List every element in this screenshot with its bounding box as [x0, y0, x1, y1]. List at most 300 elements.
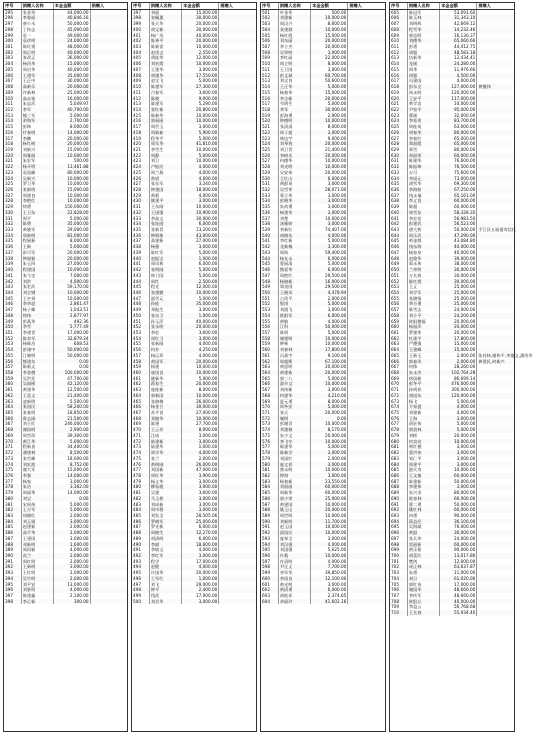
principal-amount: 48,660.00 — [440, 593, 477, 599]
row-number: 496 — [132, 576, 149, 582]
principal-amount: 10,000.00 — [311, 27, 348, 33]
principal-amount: 24,200.00 — [440, 313, 477, 319]
row-number: 559 — [261, 341, 278, 347]
row-number: 591 — [261, 524, 278, 530]
row-number: 316 — [4, 130, 21, 136]
principal-amount: 5,000.00 — [53, 216, 90, 222]
principal-amount: 27,700.00 — [182, 421, 219, 427]
donor-name: 张东军 — [149, 181, 181, 187]
principal-amount: 12,270.00 — [182, 530, 219, 536]
row-number: 371 — [4, 444, 21, 450]
donor-name: 尹家平 — [407, 107, 439, 113]
principal-amount: 35,000.00 — [53, 73, 90, 79]
donor-name: 罗晓军 — [149, 519, 181, 525]
donor-name: 胡桂华 — [149, 55, 181, 61]
principal-amount: 3,000.00 — [182, 439, 219, 445]
donor-name: 刘小平 — [407, 313, 439, 319]
principal-amount: 20,000.00 — [311, 370, 348, 376]
donor-name: 李建伟 — [407, 484, 439, 490]
principal-amount: 12,000.00 — [440, 559, 477, 565]
row-number: 569 — [261, 399, 278, 405]
principal-amount: 29,000.00 — [53, 227, 90, 233]
donor-name: 龙刚 — [407, 61, 439, 67]
donor-name: 陈玉林 — [407, 15, 439, 21]
row-number: 649 — [390, 261, 407, 267]
principal-amount: 95,000.00 — [440, 107, 477, 113]
principal-amount: 30,000.00 — [440, 530, 477, 536]
row-number: 609 — [390, 33, 407, 39]
donor-name: 李金德 — [21, 370, 53, 376]
principal-amount: 5,000.00 — [53, 507, 90, 513]
row-number: 354 — [4, 347, 21, 353]
donor-name: 李高文 — [149, 216, 181, 222]
donor-name: 张国民 — [21, 404, 53, 410]
row-number: 550 — [261, 290, 278, 296]
donor-name: 王云芳 — [149, 427, 181, 433]
principal-amount: 4,000.00 — [53, 587, 90, 593]
donor-name: 邵雪元 — [149, 296, 181, 302]
row-number: 564 — [261, 370, 278, 376]
principal-amount: 10,000.00 — [311, 336, 348, 342]
donor-name: 孙明祥 — [407, 387, 439, 393]
row-number: 402 — [132, 38, 149, 44]
donor-name: 刘王红 — [21, 421, 53, 427]
donor-name: 李斌 — [149, 542, 181, 548]
donor-name: 刘全良 — [278, 78, 310, 84]
row-number: 414 — [132, 107, 149, 113]
principal-amount: 63,637.87 — [440, 564, 477, 570]
row-number: 462 — [132, 381, 149, 387]
donor-note: 黄继伟 — [477, 84, 514, 90]
row-number: 549 — [261, 284, 278, 290]
donor-name: 彭晓华 — [278, 198, 310, 204]
row-number: 637 — [390, 193, 407, 199]
donor-name: 朱宏军 — [21, 158, 53, 164]
donor-name: 周红卫 — [149, 336, 181, 342]
donor-name: 何芳 — [149, 347, 181, 353]
principal-amount: 10,000.00 — [440, 101, 477, 107]
principal-amount: 5,000.00 — [53, 439, 90, 445]
donor-name: 刘卫青 — [278, 147, 310, 153]
principal-amount: 120,000.00 — [440, 393, 477, 399]
donor-name: 许燕 — [278, 553, 310, 559]
row-number: 527 — [261, 158, 278, 164]
principal-amount: 1,000.00 — [182, 256, 219, 262]
principal-amount: 39,850.00 — [311, 570, 348, 576]
donor-name: 杨金合 — [149, 404, 181, 410]
donor-name: 陆建华 — [149, 444, 181, 450]
donor-name: 许清明 — [278, 559, 310, 565]
row-number: 364 — [4, 404, 21, 410]
donor-name: 刘飞 — [149, 582, 181, 588]
row-number: 441 — [132, 261, 149, 267]
donor-name: 钟海 — [278, 473, 310, 479]
donor-name: 周红 — [149, 279, 181, 285]
row-number: 511 — [261, 67, 278, 73]
donor-name: 邱国民 — [278, 530, 310, 536]
row-number: 555 — [261, 319, 278, 325]
row-number: 482 — [132, 496, 149, 502]
row-number: 323 — [4, 170, 21, 176]
donor-name: 周子超 — [278, 130, 310, 136]
donor-name: 万长春 — [407, 273, 439, 279]
principal-amount: 8,000.00 — [182, 387, 219, 393]
donor-name: 黄红德 — [407, 444, 439, 450]
donor-name: 吕春军 — [149, 90, 181, 96]
donor-name: 王长春 — [407, 610, 439, 616]
row-number: 490 — [132, 542, 149, 548]
row-number: 387 — [4, 536, 21, 542]
principal-amount: 3,000.00 — [182, 90, 219, 96]
row-number: 613 — [390, 55, 407, 61]
row-number: 537 — [261, 216, 278, 222]
row-number: 397 — [132, 9, 149, 15]
donor-name: 赵振宝 — [149, 256, 181, 262]
row-number: 474 — [132, 450, 149, 456]
principal-amount: 40,000.00 — [53, 50, 90, 56]
donor-note — [90, 599, 127, 605]
row-number: 530 — [261, 176, 278, 182]
principal-amount: 3,000.00 — [53, 519, 90, 525]
principal-amount: 2,877.97 — [53, 313, 90, 319]
row-number: 488 — [132, 530, 149, 536]
row-number: 513 — [261, 78, 278, 84]
row-number: 573 — [261, 421, 278, 427]
donor-name: 杨红霞 — [278, 33, 310, 39]
principal-amount: 3,000.00 — [53, 536, 90, 542]
principal-amount: 9,000.00 — [182, 96, 219, 102]
row-number: 643 — [390, 227, 407, 233]
donor-name: 朱永杰 — [407, 370, 439, 376]
principal-amount: 5,000.00 — [182, 153, 219, 159]
principal-amount: 38,000.00 — [440, 261, 477, 267]
donor-name: 黄道 — [149, 176, 181, 182]
donor-name: 赵玉国 — [278, 524, 310, 530]
row-number: 540 — [261, 233, 278, 239]
donor-name: 姚玉山 — [278, 507, 310, 513]
principal-amount: 10,000.00 — [182, 158, 219, 164]
row-number: 619 — [390, 90, 407, 96]
donor-name: 欧阳军 — [278, 313, 310, 319]
principal-amount: 2,000.00 — [53, 513, 90, 519]
donor-name: 周雅丽 — [21, 153, 53, 159]
principal-amount: 4,250.00 — [182, 347, 219, 353]
donor-name: 江科 — [278, 324, 310, 330]
donor-name: 刘成新 — [149, 502, 181, 508]
donor-note: 手江县五福禧寿信托 — [478, 227, 516, 233]
donor-name: 严德强 — [407, 341, 439, 347]
principal-amount: 20,000.00 — [311, 364, 348, 370]
row-number: 295 — [4, 9, 21, 15]
donor-name: 陈新文 — [21, 364, 53, 370]
donor-name: 彭燕华 — [21, 319, 53, 325]
row-number: 353 — [4, 341, 21, 347]
column-header: 本金金额 — [182, 3, 219, 9]
donor-name: 郑永伟 — [407, 261, 439, 267]
donor-name: 王喜文 — [21, 393, 53, 399]
row-number: 558 — [261, 336, 278, 342]
donor-name: 朱玉四 — [21, 261, 53, 267]
donor-name: 张红新 — [149, 107, 181, 113]
donor-name: 李义良 — [407, 198, 439, 204]
row-number: 334 — [4, 233, 21, 239]
row-number: 423 — [132, 158, 149, 164]
column-header: 捐赠人名称 — [407, 3, 439, 9]
donor-name: 张晓梅 — [149, 399, 181, 405]
donor-name: 周学华 — [149, 450, 181, 456]
principal-amount: 29,000.00 — [182, 582, 219, 588]
principal-amount: 15,000.00 — [311, 33, 348, 39]
donor-name: 吴新兴 — [21, 176, 53, 182]
donor-name: 李艳红 — [21, 198, 53, 204]
donor-name: 刘国新 — [149, 467, 181, 473]
row-number: 489 — [132, 536, 149, 542]
row-number: 463 — [132, 387, 149, 393]
donor-name: 周新华 — [278, 490, 310, 496]
row-number: 700 — [390, 553, 407, 559]
row-number: 659 — [390, 319, 407, 325]
principal-amount: 3,300.00 — [311, 244, 348, 250]
row-number: 547 — [261, 273, 278, 279]
donor-name: 周军华 — [149, 141, 181, 147]
row-number: 605 — [390, 9, 407, 15]
row-number: 382 — [4, 507, 21, 513]
donor-name: 陈雪志 — [407, 307, 439, 313]
row-number: 707 — [390, 593, 407, 599]
donor-name: 占贵平 — [278, 296, 310, 302]
principal-amount: 3,000.00 — [311, 536, 348, 542]
row-number: 310 — [4, 96, 21, 102]
row-number: 552 — [261, 301, 278, 307]
row-number: 369 — [4, 433, 21, 439]
principal-amount: 27,000.00 — [53, 261, 90, 267]
donor-name: 王军红 — [149, 576, 181, 582]
row-number: 372 — [4, 450, 21, 456]
principal-amount: 3,000.00 — [440, 416, 477, 422]
row-number: 695 — [390, 524, 407, 530]
principal-amount: 29,500.00 — [311, 273, 348, 279]
donor-name: 钟平 — [149, 587, 181, 593]
donor-name: 成正林 — [407, 564, 439, 570]
principal-amount: 10,000.00 — [53, 290, 90, 296]
donor-name: 刘晓华 — [149, 416, 181, 422]
donor-name: 杨建 — [149, 364, 181, 370]
principal-amount: 20,000.00 — [311, 96, 348, 102]
row-number: 596 — [261, 553, 278, 559]
donor-name: 方家盛 — [407, 404, 439, 410]
principal-amount: 6,000.00 — [182, 524, 219, 530]
principal-amount: 24,000.00 — [440, 536, 477, 542]
row-number: 481 — [132, 490, 149, 496]
principal-amount: 76,600.00 — [440, 158, 477, 164]
donor-name: 杜建平 — [407, 336, 439, 342]
donor-name: 邓新明 — [21, 542, 53, 548]
principal-amount: 40,000.00 — [182, 319, 219, 325]
row-number: 584 — [261, 484, 278, 490]
row-number: 597 — [261, 559, 278, 565]
row-number: 495 — [132, 570, 149, 576]
principal-amount: 12,000.00 — [182, 55, 219, 61]
donor-name: 杨辉昌 — [21, 341, 53, 347]
donor-name: 曹洪伟 — [407, 450, 439, 456]
donor-name: 杨强 — [149, 244, 181, 250]
row-number: 302 — [4, 50, 21, 56]
donor-name: 周平 — [21, 216, 53, 222]
principal-amount: 1,600.00 — [53, 542, 90, 548]
principal-amount: 80,000.00 — [440, 130, 477, 136]
donor-table — [4, 3, 127, 604]
row-number: 589 — [261, 513, 278, 519]
row-number: 358 — [4, 370, 21, 376]
row-number: 661 — [390, 330, 407, 336]
principal-amount: 20,000.00 — [440, 330, 477, 336]
principal-amount: 75,600.00 — [440, 170, 477, 176]
donor-name: 胡文新 — [149, 27, 181, 33]
row-number: 598 — [261, 564, 278, 570]
row-number: 348 — [4, 313, 21, 319]
donor-name: 李华思 — [21, 301, 53, 307]
donor-name: 张清清 — [278, 124, 310, 130]
principal-amount: 3,000.00 — [440, 444, 477, 450]
row-number: 657 — [390, 307, 407, 313]
row-number: 541 — [261, 238, 278, 244]
principal-amount: 246,000.00 — [53, 421, 90, 427]
principal-amount: 47,000.00 — [182, 467, 219, 473]
principal-amount: 12,000.00 — [182, 284, 219, 290]
principal-amount: 4,000.00 — [182, 353, 219, 359]
principal-amount: 2,000.00 — [53, 530, 90, 536]
principal-amount: 13,200.00 — [182, 227, 219, 233]
donor-name: 刘宏波 — [21, 462, 53, 468]
row-number: 363 — [4, 399, 21, 405]
principal-amount: 16,000.00 — [53, 96, 90, 102]
row-number: 311 — [4, 101, 21, 107]
column-header: 捐赠人 — [477, 3, 514, 9]
row-number: 664 — [390, 347, 407, 353]
donor-name: 郭红英 — [407, 582, 439, 588]
principal-amount: 5,000.00 — [311, 101, 348, 107]
donor-name: 周汉兴 — [278, 21, 310, 27]
donor-name: 刘景明 — [21, 587, 53, 593]
row-number: 679 — [390, 433, 407, 439]
row-number: 403 — [132, 44, 149, 50]
row-number: 587 — [261, 502, 278, 508]
principal-amount: 24,000.00 — [440, 307, 477, 313]
principal-amount: 10,000.00 — [311, 524, 348, 530]
principal-amount: 8,000.00 — [53, 238, 90, 244]
donor-name: 陈明 — [278, 330, 310, 336]
principal-amount: 10,000.00 — [311, 216, 348, 222]
row-number: 305 — [4, 67, 21, 73]
donor-name: 余丽玲 — [278, 599, 310, 605]
principal-amount: 300.00 — [53, 599, 90, 605]
principal-amount: 10,000.00 — [182, 44, 219, 50]
principal-amount: 3,000.00 — [440, 462, 477, 468]
principal-amount: 44,000.00 — [53, 9, 90, 15]
donor-name: 彭林 — [21, 124, 53, 130]
donor-name: 罗光新 — [149, 524, 181, 530]
donor-name: 王东刚 — [149, 204, 181, 210]
donor-table — [390, 3, 533, 616]
row-number: 554 — [261, 313, 278, 319]
donor-name: 陈红建 — [21, 44, 53, 50]
principal-amount: 90,000.00 — [440, 547, 477, 553]
principal-amount: 10,000.00 — [182, 416, 219, 422]
principal-amount: 150,000.00 — [53, 204, 90, 210]
donor-name: 钱东海 — [407, 244, 439, 250]
principal-amount: 4,000.00 — [311, 542, 348, 548]
row-number: 303 — [4, 55, 21, 61]
principal-amount: 5,000.00 — [311, 444, 348, 450]
row-number: 381 — [4, 502, 21, 508]
principal-amount: 3,000.00 — [311, 307, 348, 313]
principal-amount: 15,000.00 — [53, 147, 90, 153]
principal-amount: 8,000.00 — [53, 124, 90, 130]
principal-amount: 16,000.00 — [311, 279, 348, 285]
principal-amount: 117,000.00 — [440, 96, 477, 102]
row-number: 309 — [4, 90, 21, 96]
row-number: 699 — [390, 547, 407, 553]
row-number: 499 — [132, 593, 149, 599]
principal-amount: 60,000.00 — [440, 204, 477, 210]
row-number: 394 — [4, 576, 21, 582]
donor-name: 张兰 — [149, 456, 181, 462]
donor-name: 王晓凤 — [278, 290, 310, 296]
donor-name: 彭可军 — [21, 250, 53, 256]
donor-name: 郑良国 — [278, 284, 310, 290]
donor-name: 邹仁平 — [407, 456, 439, 462]
donor-name: 刘全钢 — [21, 290, 53, 296]
principal-amount: 5,900.00 — [182, 130, 219, 136]
donor-name: 朱少文 — [278, 433, 310, 439]
row-number: 356 — [4, 359, 21, 365]
donor-name: 熊建东 — [21, 359, 53, 365]
principal-amount: 20,000.00 — [182, 570, 219, 576]
row-number: 395 — [4, 582, 21, 588]
donor-name: 曹丽清 — [278, 261, 310, 267]
principal-amount: 25,000.00 — [440, 284, 477, 290]
principal-amount: 2,900.00 — [311, 113, 348, 119]
donor-name: 周华 — [407, 67, 439, 73]
donor-name: 苏平良 — [149, 410, 181, 416]
principal-amount: 9,100.00 — [311, 353, 348, 359]
donor-name: 刘卫 — [149, 158, 181, 164]
row-number: 428 — [132, 187, 149, 193]
principal-amount: 5,000.00 — [311, 84, 348, 90]
principal-amount: 4,000.00 — [182, 547, 219, 553]
donor-name: 高新乐 — [21, 84, 53, 90]
donor-name: 王卫国 — [278, 67, 310, 73]
principal-amount: 3,362.00 — [53, 484, 90, 490]
principal-amount: 15,000.00 — [440, 341, 477, 347]
principal-amount: 24,000.00 — [53, 38, 90, 44]
principal-amount: 60,000.00 — [440, 542, 477, 548]
principal-amount: 41,602.16 — [311, 599, 348, 605]
donor-name: 钟丽新 — [21, 256, 53, 262]
donor-name: 刘宝 — [21, 496, 53, 502]
row-number: 663 — [390, 341, 407, 347]
row-number: 486 — [132, 519, 149, 525]
donor-name: 邓振生 — [149, 307, 181, 313]
principal-amount: 50,000.00 — [311, 324, 348, 330]
donor-name: 李飞亭 — [278, 439, 310, 445]
principal-amount: 3,000.00 — [440, 450, 477, 456]
row-number: 352 — [4, 336, 21, 342]
donor-name: 吴翠明 — [278, 50, 310, 56]
principal-amount: 20,000.00 — [440, 433, 477, 439]
row-number: 648 — [390, 256, 407, 262]
donor-name: 黄建国 — [278, 502, 310, 508]
